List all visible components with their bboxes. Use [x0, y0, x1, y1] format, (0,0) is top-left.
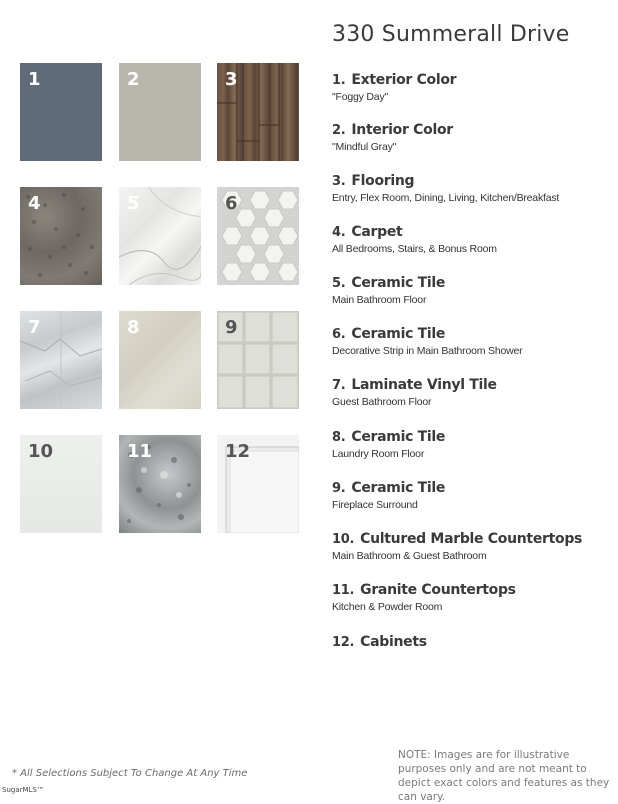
selection-item-12 — [332, 634, 427, 653]
item-description: All Bedrooms, Stairs, & Bonus Room — [332, 243, 497, 255]
item-number: 2. — [332, 123, 346, 138]
item-name: Granite Countertops — [360, 582, 516, 598]
swatch-number: 7 — [28, 317, 41, 338]
swatch-ceramic-tile-main-bath — [119, 187, 201, 285]
swatch-number: 2 — [127, 69, 140, 90]
selection-item-1 — [332, 72, 456, 103]
swatch-ceramic-tile-laundry — [119, 311, 201, 409]
swatch-cultured-marble — [20, 435, 102, 533]
item-name: Ceramic Tile — [351, 480, 446, 496]
swatch-ceramic-tile-fireplace — [217, 311, 299, 409]
item-name: Ceramic Tile — [351, 275, 446, 291]
swatch-interior-color — [119, 63, 201, 161]
item-description: "Mindful Gray" — [332, 141, 397, 153]
item-number: 1. — [332, 73, 346, 88]
mls-logo — [2, 786, 44, 794]
selection-item-10 — [332, 531, 582, 562]
swatch-carpet — [20, 187, 102, 285]
selection-item-8 — [332, 429, 445, 460]
item-number: 4. — [332, 225, 346, 240]
item-number: 9. — [332, 481, 346, 496]
item-description: Laundry Room Floor — [332, 448, 425, 460]
selection-item-9 — [332, 480, 445, 511]
selections-disclaimer: * All Selections Subject To Change At Any Time — [12, 768, 248, 779]
selection-item-3 — [332, 173, 559, 204]
selection-item-5 — [332, 275, 445, 306]
item-name: Ceramic Tile — [351, 326, 446, 342]
swatch-number: 8 — [127, 317, 140, 338]
swatch-number: 4 — [28, 193, 41, 214]
item-number: 3. — [332, 174, 346, 189]
page-title: 330 Summerall Drive — [332, 22, 570, 47]
item-description: Fireplace Surround — [332, 499, 418, 511]
swatch-number: 1 — [28, 69, 41, 90]
swatch-number: 12 — [225, 441, 251, 462]
item-description: Guest Bathroom Floor — [332, 396, 432, 408]
swatch-number: 5 — [127, 193, 140, 214]
item-description: Decorative Strip in Main Bathroom Shower — [332, 345, 523, 357]
selection-item-7 — [332, 377, 497, 408]
swatch-number: 11 — [127, 441, 153, 462]
item-name: Laminate Vinyl Tile — [351, 377, 497, 393]
item-description: Entry, Flex Room, Dining, Living, Kitchen/Breakfast — [332, 192, 560, 204]
selection-item-4 — [332, 224, 497, 255]
item-description: "Foggy Day" — [332, 91, 389, 103]
swatch-exterior-color — [20, 63, 102, 161]
item-name: Exterior Color — [351, 72, 457, 88]
swatch-ceramic-tile-decorative — [217, 187, 299, 285]
selection-item-2 — [332, 122, 453, 153]
item-name: Carpet — [351, 224, 403, 240]
swatch-number: 10 — [28, 441, 54, 462]
item-name: Ceramic Tile — [351, 429, 446, 445]
swatch-number: 3 — [225, 69, 238, 90]
illustrative-note: NOTE: Images are for illustrative purposes only and are not meant to depict exact colors and features as they can vary. — [398, 749, 610, 803]
item-number: 11. — [332, 583, 355, 598]
swatch-flooring — [217, 63, 299, 161]
swatch-granite — [119, 435, 201, 533]
item-number: 10. — [332, 532, 355, 547]
swatch-number: 6 — [225, 193, 238, 214]
item-description: Kitchen & Powder Room — [332, 601, 443, 613]
swatch-laminate-vinyl-tile — [20, 311, 102, 409]
swatch-cabinets — [217, 435, 299, 533]
item-number: 7. — [332, 378, 346, 393]
item-name: Cabinets — [360, 634, 427, 650]
item-description: Main Bathroom & Guest Bathroom — [332, 550, 487, 562]
swatch-number: 9 — [225, 317, 238, 338]
selection-item-6 — [332, 326, 522, 357]
item-name: Interior Color — [351, 122, 453, 138]
item-description: Main Bathroom Floor — [332, 294, 427, 306]
item-number: 6. — [332, 327, 346, 342]
mls-logo-text: SugarMLS™ — [2, 786, 44, 794]
item-name: Flooring — [351, 173, 415, 189]
item-number: 12. — [332, 635, 355, 650]
item-name: Cultured Marble Countertops — [360, 531, 583, 547]
item-number: 5. — [332, 276, 346, 291]
selection-item-11 — [332, 582, 516, 613]
item-number: 8. — [332, 430, 346, 445]
